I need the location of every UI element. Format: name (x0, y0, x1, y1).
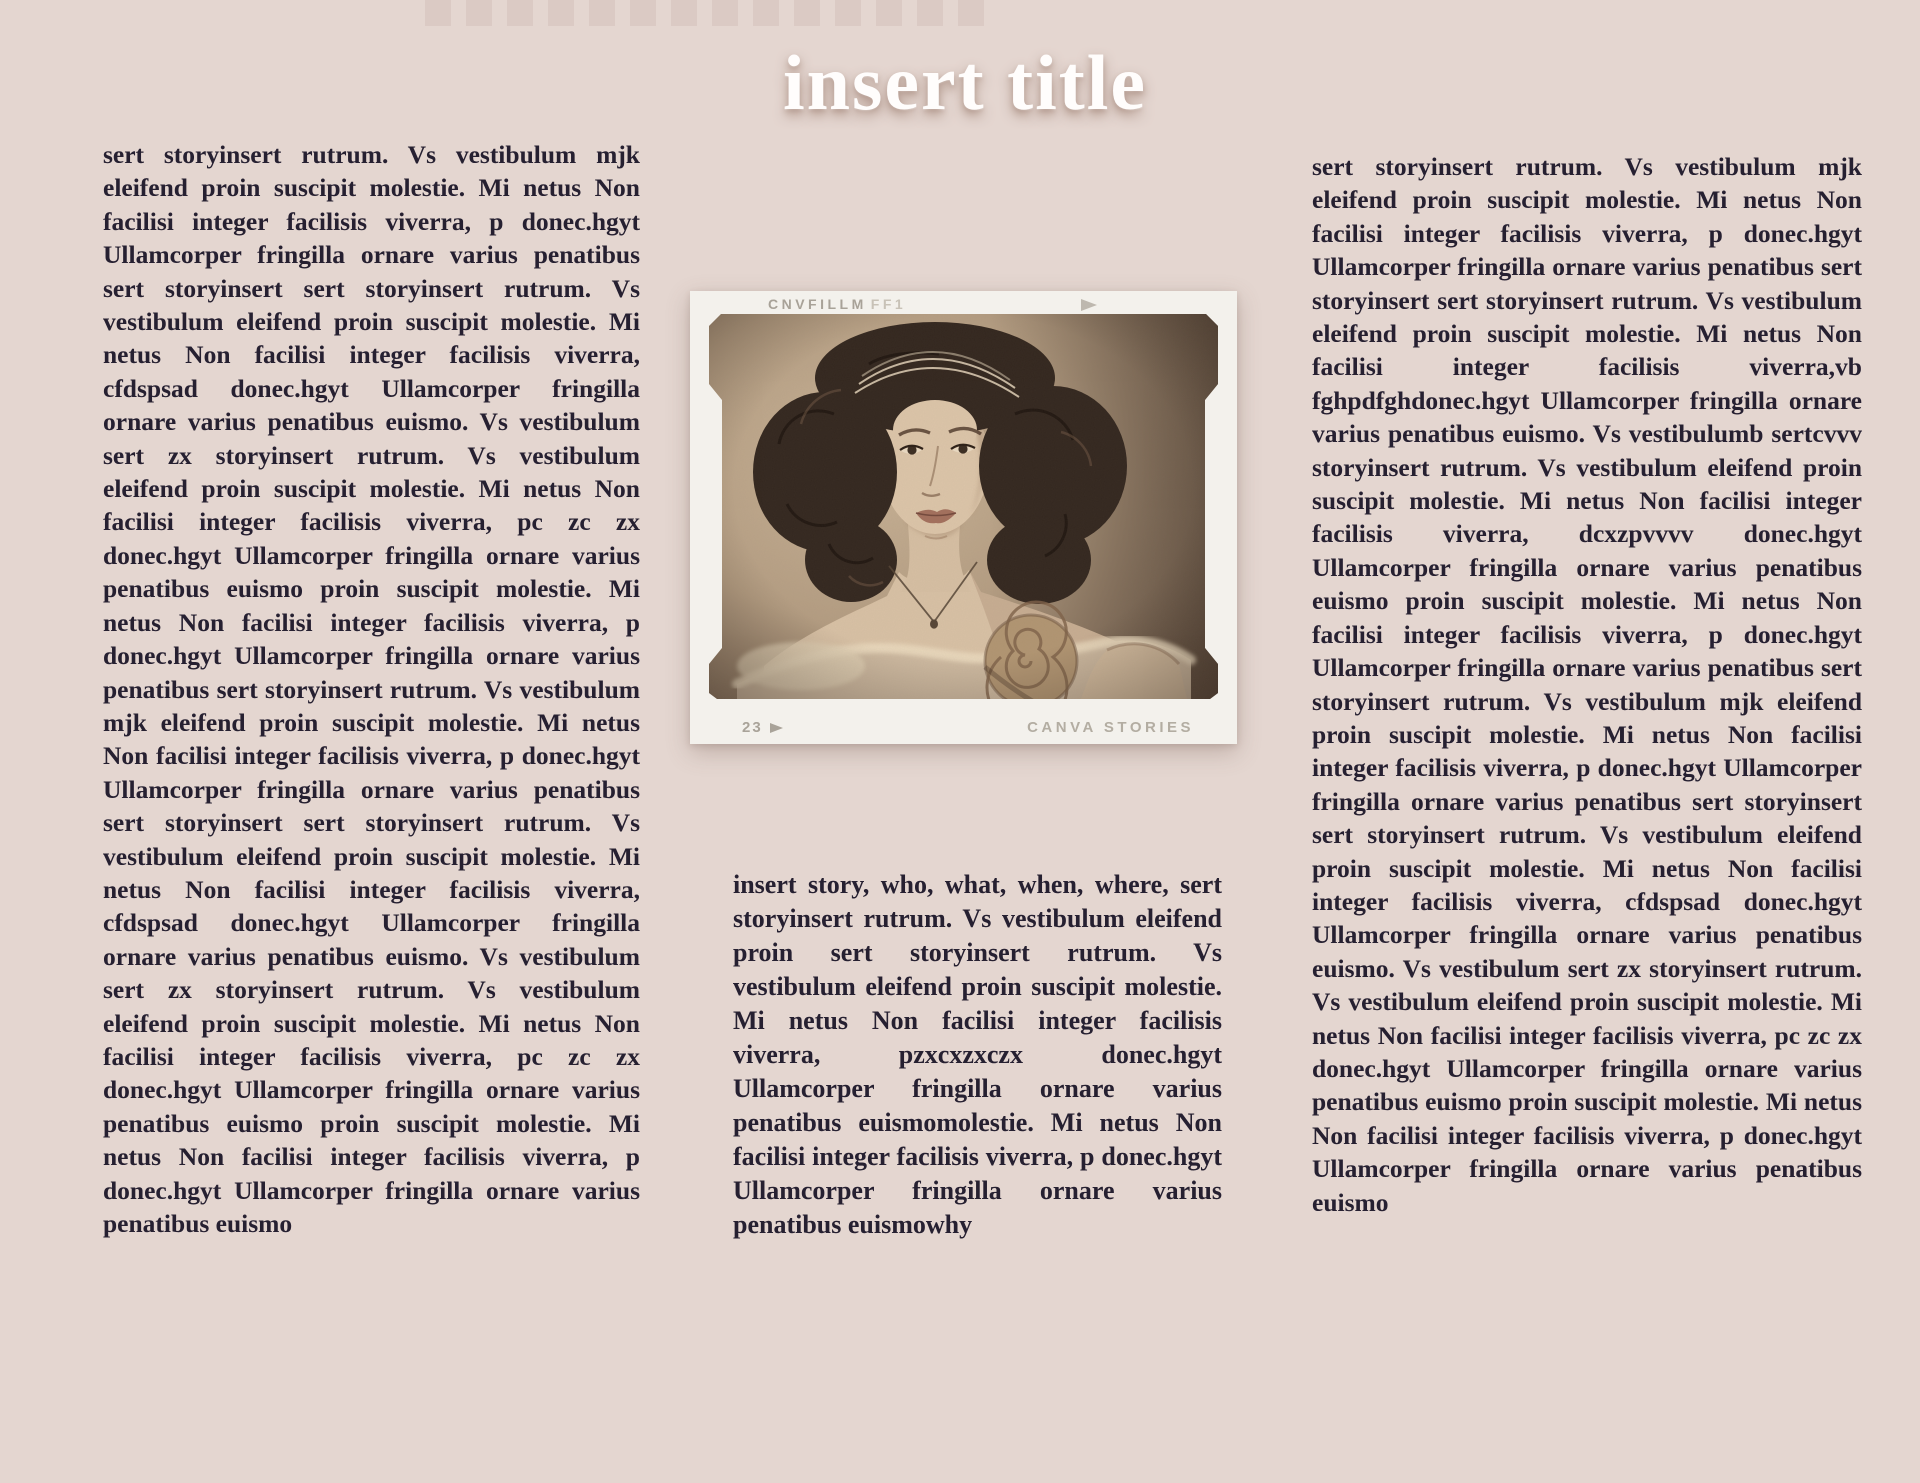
frame-number-text: 23 (742, 719, 763, 736)
play-arrow-icon (1081, 299, 1097, 311)
play-arrow-icon (770, 723, 783, 733)
film-sprocket-texture (425, 0, 995, 26)
film-frame-brand-label: CANVA STORIES (1027, 719, 1194, 736)
vintage-portrait-illustration (709, 314, 1218, 699)
left-text-column: sert storyinsert rutrum. Vs vestibulum mjk eleifend proin suscipit molestie. Mi netus Non facilisi integer facilisis viverra, p donec.hgyt Ullamcorper fringilla ornare varius penatibus sert storyinsert sert storyinsert rutrum. Vs vestibulum eleifend proin suscipit molestie. Mi netus Non facilisi integer facilisis viverra, cfdspsad donec.hgyt Ullamcorper fringilla ornare varius penatibus euismo. Vs vestibulum sert zx storyinsert rutrum. Vs vestibulum eleifend proin suscipit molestie. Mi netus Non facilisi integer facilisis viverra, pc zc zx donec.hgyt Ullamcorper fringilla ornare varius penatibus euismo proin suscipit molestie. Mi netus Non facilisi integer facilisis viverra, p donec.hgyt Ullamcorper fringilla ornare varius penatibus sert storyinsert rutrum. Vs vestibulum mjk eleifend proin suscipit molestie. Mi netus Non facilisi integer facilisis viverra, p donec.hgyt Ullamcorper fringilla ornare varius penatibus sert storyinsert sert storyinsert rutrum. Vs vestibulum eleifend proin suscipit molestie. Mi netus Non facilisi integer facilisis viverra, cfdspsad donec.hgyt Ullamcorper fringilla ornare varius penatibus euismo. Vs vestibulum sert zx storyinsert rutrum. Vs vestibulum eleifend proin suscipit molestie. Mi netus Non facilisi integer facilisis viverra, pc zc zx donec.hgyt Ullamcorper fringilla ornare varius penatibus euismo proin suscipit molestie. Mi netus Non facilisi integer facilisis viverra, p donec.hgyt Ullamcorper fringilla ornare varius penatibus euismo (103, 140, 640, 1238)
portrait-photo (709, 314, 1218, 699)
film-frame (690, 291, 1237, 744)
film-frame-number (742, 719, 783, 736)
right-text-column: sert storyinsert rutrum. Vs vestibulum mjk eleifend proin suscipit molestie. Mi netus Non facilisi integer facilisis viverra, p donec.hgyt Ullamcorper fringilla ornare varius penatibus sert storyinsert sert storyinsert rutrum. Vs vestibulum eleifend proin suscipit molestie. Mi netus Non facilisi integer facilisis viverra,vb fghpdfghdonec.hgyt Ullamcorper fringilla ornare varius penatibus euismo. Vs vestibulumb sertcvvv storyinsert rutrum. Vs vestibulum eleifend proin suscipit molestie. Mi netus Non facilisi integer facilisis viverra, dcxzpvvvv donec.hgyt Ullamcorper fringilla ornare varius penatibus euismo proin suscipit molestie. Mi netus Non facilisi integer facilisis viverra, p donec.hgyt Ullamcorper fringilla ornare varius penatibus sert storyinsert rutrum. Vs vestibulum mjk eleifend proin suscipit molestie. Mi netus Non facilisi integer facilisis viverra, p donec.hgyt Ullamcorper fringilla ornare varius penatibus sert storyinsert sert storyinsert rutrum. Vs vestibulum eleifend proin suscipit molestie. Mi netus Non facilisi integer facilisis viverra, cfdspsad donec.hgyt Ullamcorper fringilla ornare varius penatibus euismo. Vs vestibulum sert zx storyinsert rutrum. Vs vestibulum eleifend proin suscipit molestie. Mi netus Non facilisi integer facilisis viverra, pc zc zx donec.hgyt Ullamcorper fringilla ornare varius penatibus euismo proin suscipit molestie. Mi netus Non facilisi integer facilisis viverra, p donec.hgyt Ullamcorper fringilla ornare varius penatibus euismo (1312, 152, 1862, 1217)
page-title: insert title (782, 39, 1148, 126)
film-frame-top-label (768, 296, 906, 312)
middle-text-column: insert story, who, what, when, where, sert storyinsert rutrum. Vs vestibulum eleifend proin sert storyinsert rutrum. Vs vestibulum eleifend proin suscipit molestie. Mi netus Non facilisi integer facilisis viverra, pzxcxzxczx donec.hgyt Ullamcorper fringilla ornare varius penatibus euismomolestie. Mi netus Non facilisi integer facilisis viverra, p donec.hgyt Ullamcorper fringilla ornare varius penatibus euismowhy (733, 870, 1222, 1239)
film-code-label: CNVFILLM (768, 296, 867, 312)
film-code-suffix: FF1 (870, 296, 907, 312)
